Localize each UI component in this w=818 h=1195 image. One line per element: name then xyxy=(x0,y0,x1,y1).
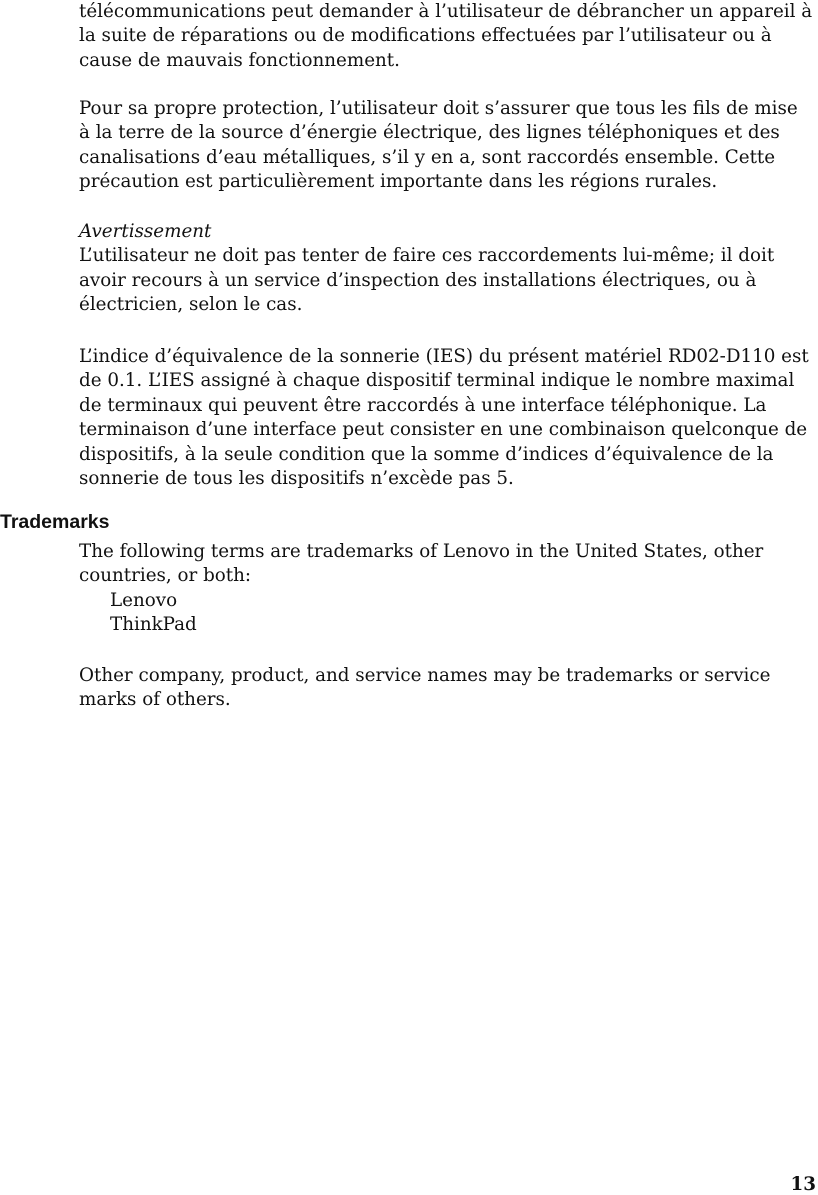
paragraph-warning xyxy=(79,220,817,318)
paragraph-other-trademarks xyxy=(79,664,817,713)
text-line: terminaison d’une interface peut consister en une combinaison quelconque de xyxy=(79,419,808,441)
paragraph-ringer-equivalence xyxy=(79,345,817,491)
text-line: marks of others. xyxy=(79,689,231,711)
paragraph-grounding-protection xyxy=(79,97,817,195)
trademark-list xyxy=(110,589,197,638)
text-line: sonnerie de tous les dispositifs n’excède pas 5. xyxy=(79,468,514,490)
text-line: avoir recours à un service d’inspection des installations électriques, ou à xyxy=(79,269,757,291)
text-line: L’indice d’équivalence de la sonnerie (IES) du présent matériel RD02-D110 est xyxy=(79,346,809,367)
warning-title: Avertissement xyxy=(79,221,212,242)
paragraph-trademarks-intro xyxy=(79,540,817,589)
text-line: de terminaux qui peuvent être raccordés à une interface téléphonique. La xyxy=(79,394,767,416)
text-line: cause de mauvais fonctionnement. xyxy=(79,49,400,71)
text-line: L’utilisateur ne doit pas tenter de faire ces raccordements lui-même; il doit xyxy=(79,245,775,267)
trademark-item: Lenovo xyxy=(110,590,178,611)
text-line: de 0.1. L’IES assigné à chaque dispositif terminal indique le nombre maximal xyxy=(79,370,795,392)
text-line: The following terms are trademarks of Lenovo in the United States, other xyxy=(79,541,764,562)
text-line: précaution est particulièrement importante dans les régions rurales. xyxy=(79,171,718,193)
text-line: électricien, selon le cas. xyxy=(79,294,303,316)
text-line: countries, or both: xyxy=(79,565,252,587)
paragraph-disconnect-notice xyxy=(79,0,817,73)
text-line: à la terre de la source d’énergie électrique, des lignes téléphoniques et des xyxy=(79,122,780,144)
text-line: dispositifs, à la seule condition que la somme d’indices d’équivalence de la xyxy=(79,443,774,465)
text-line: la suite de réparations ou de modifications effectuées par l’utilisateur ou à xyxy=(79,25,772,47)
page-number: 13 xyxy=(790,1174,816,1195)
text-line: Pour sa propre protection, l’utilisateur doit s’assurer que tous les fils de mise xyxy=(79,98,798,119)
section-heading-trademarks: Trademarks xyxy=(0,511,110,533)
text-line: canalisations d’eau métalliques, s’il y en a, sont raccordés ensemble. Cette xyxy=(79,146,776,168)
text-line: Other company, product, and service names may be trademarks or service xyxy=(79,665,771,686)
text-line: télécommunications peut demander à l’utilisateur de débrancher un appareil à xyxy=(79,1,813,22)
trademark-item: ThinkPad xyxy=(110,614,197,636)
